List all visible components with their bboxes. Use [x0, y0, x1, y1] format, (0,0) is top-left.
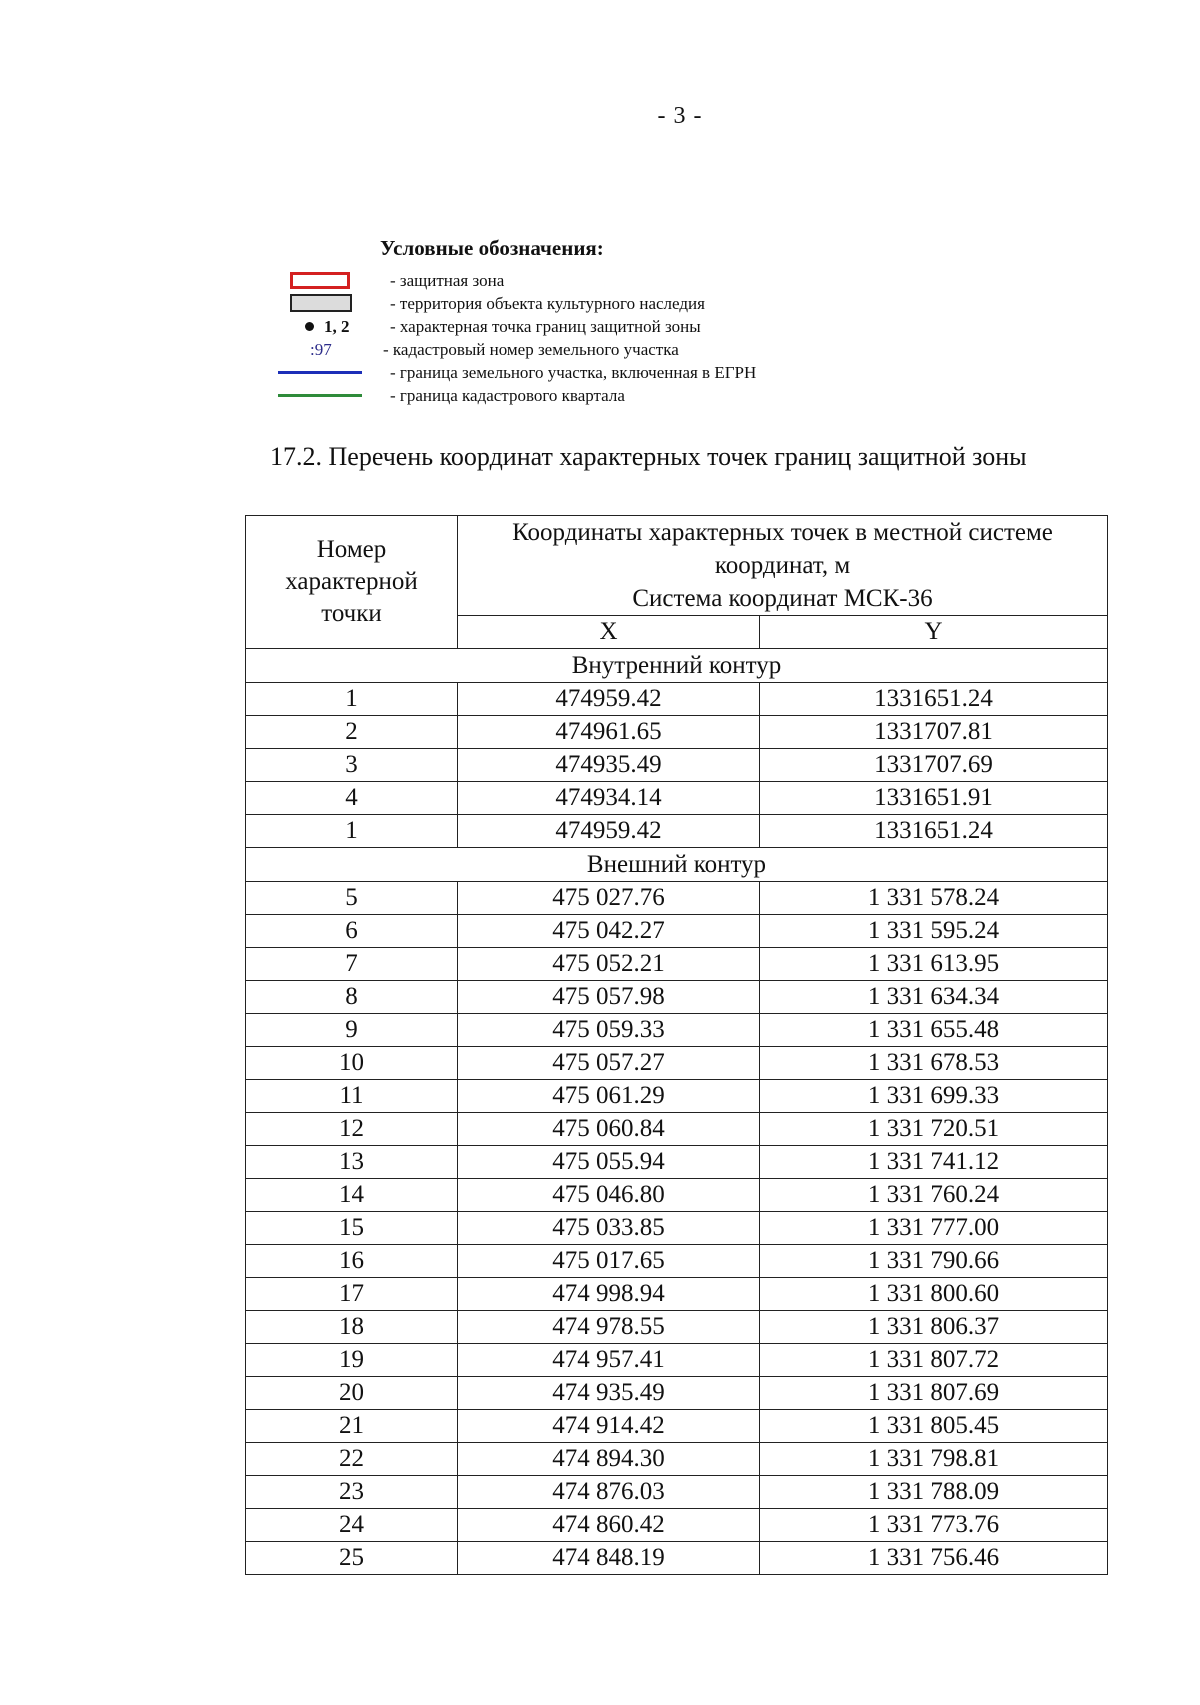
- x-coordinate-cell: 475 017.65: [458, 1245, 760, 1278]
- x-coordinate-cell: 474 935.49: [458, 1377, 760, 1410]
- y-coordinate-cell: 1 331 800.60: [760, 1278, 1108, 1311]
- x-coordinate-cell: 474 876.03: [458, 1476, 760, 1509]
- table-row: [246, 1179, 1108, 1212]
- x-coordinate-cell: 475 061.29: [458, 1080, 760, 1113]
- legend-item-cadastral-quarter-border: [268, 385, 988, 407]
- table-row: [246, 716, 1108, 749]
- point-number-cell: 2: [246, 716, 458, 749]
- point-number-cell: 9: [246, 1014, 458, 1047]
- table-row: [246, 1311, 1108, 1344]
- x-coordinate-cell: 474 957.41: [458, 1344, 760, 1377]
- point-number-cell: 14: [246, 1179, 458, 1212]
- y-coordinate-cell: 1 331 760.24: [760, 1179, 1108, 1212]
- y-coordinate-cell: 1331651.24: [760, 683, 1108, 716]
- y-coordinate-cell: 1331651.91: [760, 782, 1108, 815]
- y-coordinate-cell: 1 331 798.81: [760, 1443, 1108, 1476]
- y-coordinate-cell: 1 331 788.09: [760, 1476, 1108, 1509]
- x-coordinate-cell: 474 848.19: [458, 1542, 760, 1575]
- point-number-cell: 25: [246, 1542, 458, 1575]
- table-row: [246, 1377, 1108, 1410]
- green-line-icon: [268, 385, 360, 407]
- point-number-cell: 10: [246, 1047, 458, 1080]
- page-number: - 3 -: [657, 103, 703, 129]
- y-coordinate-cell: 1 331 634.34: [760, 981, 1108, 1014]
- section-outer-contour: [246, 848, 1108, 882]
- table-row: [246, 782, 1108, 815]
- point-number-cell: 8: [246, 981, 458, 1014]
- cadastral-number-symbol: [268, 339, 360, 361]
- legend-item-label: - граница кадастрового квартала: [390, 386, 625, 405]
- table-row: [246, 915, 1108, 948]
- header-coordinates: Координаты характерных точек в местной системе координат, м Система координат МСК-36: [458, 516, 1108, 616]
- y-coordinate-cell: 1 331 578.24: [760, 882, 1108, 915]
- y-coordinate-cell: 1331651.24: [760, 815, 1108, 848]
- point-number-cell: 1: [246, 683, 458, 716]
- point-dot-icon: [268, 316, 360, 338]
- legend-item-label: - территория объекта культурного наследия: [390, 294, 705, 313]
- table-row: [246, 1344, 1108, 1377]
- y-coordinate-cell: 1 331 699.33: [760, 1080, 1108, 1113]
- y-coordinate-cell: 1 331 790.66: [760, 1245, 1108, 1278]
- section-title: Внешний контур: [246, 848, 1108, 882]
- x-coordinate-cell: 474 894.30: [458, 1443, 760, 1476]
- point-number-cell: 11: [246, 1080, 458, 1113]
- table-row: [246, 1410, 1108, 1443]
- point-number-cell: 18: [246, 1311, 458, 1344]
- table-row: [246, 1146, 1108, 1179]
- blue-line-icon: [268, 362, 360, 384]
- point-number-cell: 1: [246, 815, 458, 848]
- table-row: [246, 1047, 1108, 1080]
- point-number-cell: 16: [246, 1245, 458, 1278]
- legend-item-label: - защитная зона: [390, 271, 505, 290]
- table-row: [246, 1443, 1108, 1476]
- y-coordinate-cell: 1 331 807.72: [760, 1344, 1108, 1377]
- x-coordinate-cell: 474 998.94: [458, 1278, 760, 1311]
- table-row: [246, 749, 1108, 782]
- y-coordinate-cell: 1 331 655.48: [760, 1014, 1108, 1047]
- table-row: [246, 683, 1108, 716]
- legend-title: Условные обозначения:: [380, 236, 604, 260]
- coordinates-table-body: [246, 649, 1108, 1575]
- x-coordinate-cell: 475 057.27: [458, 1047, 760, 1080]
- legend-item-heritage-territory: [268, 293, 988, 315]
- table-row: [246, 1278, 1108, 1311]
- table-row: [246, 815, 1108, 848]
- legend-item-protective-zone: [268, 270, 988, 292]
- x-coordinate-cell: 475 042.27: [458, 915, 760, 948]
- table-row: [246, 1212, 1108, 1245]
- point-number-cell: 17: [246, 1278, 458, 1311]
- section-inner-contour: [246, 649, 1108, 683]
- x-coordinate-cell: 474 860.42: [458, 1509, 760, 1542]
- point-number-cell: 20: [246, 1377, 458, 1410]
- header-y: Y: [760, 616, 1108, 649]
- x-coordinate-cell: 474935.49: [458, 749, 760, 782]
- y-coordinate-cell: 1 331 741.12: [760, 1146, 1108, 1179]
- point-number-cell: 5: [246, 882, 458, 915]
- y-coordinate-cell: 1 331 805.45: [760, 1410, 1108, 1443]
- section-title: Внутренний контур: [246, 649, 1108, 683]
- y-coordinate-cell: 1 331 678.53: [760, 1047, 1108, 1080]
- table-row: [246, 1245, 1108, 1278]
- header-x: X: [458, 616, 760, 649]
- table-row: [246, 1509, 1108, 1542]
- y-coordinate-cell: 1 331 595.24: [760, 915, 1108, 948]
- x-coordinate-cell: 475 052.21: [458, 948, 760, 981]
- legend-item-label: - характерная точка границ защитной зоны: [390, 317, 701, 336]
- table-row: [246, 882, 1108, 915]
- x-coordinate-cell: 475 033.85: [458, 1212, 760, 1245]
- heritage-territory-symbol-icon: [268, 293, 360, 315]
- coordinates-table: [245, 515, 1108, 1575]
- point-number-cell: 4: [246, 782, 458, 815]
- point-number-cell: 23: [246, 1476, 458, 1509]
- legend-item-cadastral-number: [268, 339, 988, 361]
- table-row: [246, 948, 1108, 981]
- table-row: [246, 981, 1108, 1014]
- y-coordinate-cell: 1 331 756.46: [760, 1542, 1108, 1575]
- y-coordinate-cell: 1331707.81: [760, 716, 1108, 749]
- y-coordinate-cell: 1 331 777.00: [760, 1212, 1108, 1245]
- point-number-cell: 12: [246, 1113, 458, 1146]
- y-coordinate-cell: 1 331 720.51: [760, 1113, 1108, 1146]
- point-number-cell: 15: [246, 1212, 458, 1245]
- point-number-cell: 7: [246, 948, 458, 981]
- legend-item-label: - граница земельного участка, включенная в ЕГРН: [390, 363, 757, 382]
- point-number-cell: 21: [246, 1410, 458, 1443]
- table-row: [246, 1014, 1108, 1047]
- protective-zone-symbol-icon: [268, 270, 360, 292]
- point-number-cell: 19: [246, 1344, 458, 1377]
- y-coordinate-cell: 1 331 773.76: [760, 1509, 1108, 1542]
- x-coordinate-cell: 474934.14: [458, 782, 760, 815]
- point-number-cell: 6: [246, 915, 458, 948]
- point-number-cell: 22: [246, 1443, 458, 1476]
- x-coordinate-cell: 475 027.76: [458, 882, 760, 915]
- x-coordinate-cell: 475 060.84: [458, 1113, 760, 1146]
- point-number-cell: 3: [246, 749, 458, 782]
- x-coordinate-cell: 474 978.55: [458, 1311, 760, 1344]
- section-heading: 17.2. Перечень координат характерных точек границ защитной зоны: [270, 442, 1027, 471]
- point-dot-label: 1, 2: [324, 317, 350, 336]
- point-number-cell: 24: [246, 1509, 458, 1542]
- table-row: [246, 1542, 1108, 1575]
- table-row: [246, 1080, 1108, 1113]
- legend-item-label: - кадастровый номер земельного участка: [383, 340, 679, 359]
- legend-item-characteristic-point: [268, 316, 988, 338]
- table-row: [246, 1113, 1108, 1146]
- x-coordinate-cell: 475 057.98: [458, 981, 760, 1014]
- x-coordinate-cell: 474961.65: [458, 716, 760, 749]
- x-coordinate-cell: 474 914.42: [458, 1410, 760, 1443]
- y-coordinate-cell: 1 331 807.69: [760, 1377, 1108, 1410]
- y-coordinate-cell: 1 331 613.95: [760, 948, 1108, 981]
- y-coordinate-cell: 1 331 806.37: [760, 1311, 1108, 1344]
- legend-item-land-plot-border: [268, 362, 988, 384]
- x-coordinate-cell: 475 046.80: [458, 1179, 760, 1212]
- table-row: [246, 1476, 1108, 1509]
- x-coordinate-cell: 475 055.94: [458, 1146, 760, 1179]
- point-number-cell: 13: [246, 1146, 458, 1179]
- header-point-number: Номер характерной точки: [246, 516, 458, 649]
- x-coordinate-cell: 474959.42: [458, 683, 760, 716]
- cadastral-number-sample: :97: [310, 340, 332, 359]
- x-coordinate-cell: 475 059.33: [458, 1014, 760, 1047]
- x-coordinate-cell: 474959.42: [458, 815, 760, 848]
- y-coordinate-cell: 1331707.69: [760, 749, 1108, 782]
